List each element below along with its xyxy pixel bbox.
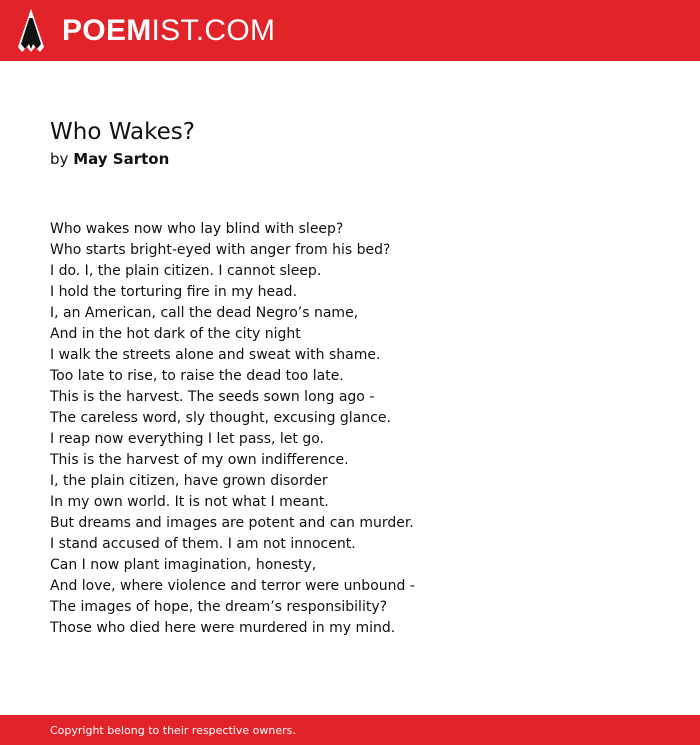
logo-light-text: IST.COM [151,14,276,47]
poem-line: This is the harvest. The seeds sown long ago - [50,389,375,405]
poem-line: Those who died here were murdered in my mind. [50,620,396,636]
poem-line: But dreams and images are potent and can murder. [50,515,414,531]
poem-title: Who Wakes? [50,119,195,145]
poem-line: I, an American, call the dead Negro’s name, [50,305,359,321]
poem-byline [50,149,169,169]
logo-bold-text: POEM [62,14,152,47]
copyright-text: Copyright belong to their respective owners. [50,724,296,737]
poem-line: I do. I, the plain citizen. I cannot sleep. [50,263,322,279]
poem-line: And in the hot dark of the city night [50,326,301,342]
poem-line: Who starts bright-eyed with anger from his bed? [50,242,391,258]
by-prefix: by [50,150,69,168]
site-header [0,0,700,61]
poem-body [50,219,415,639]
poem-line: I, the plain citizen, have grown disorder [50,473,328,489]
poem-line: In my own world. It is not what I meant. [50,494,329,510]
poem-line: Can I now plant imagination, honesty, [50,557,317,573]
poem-line: This is the harvest of my own indifference. [50,452,349,468]
poem-line: Who wakes now who lay blind with sleep? [50,221,344,237]
poem-line: And love, where violence and terror were unbound - [50,578,415,594]
poem-line: The careless word, sly thought, excusing glance. [50,410,391,426]
poem-line: I walk the streets alone and sweat with shame. [50,347,381,363]
poem-line: I stand accused of them. I am not innocent. [50,536,356,552]
site-footer [0,715,700,745]
poem-line: Too late to rise, to raise the dead too late. [50,368,344,384]
site-logo-link[interactable] [17,9,276,53]
poem-author: May Sarton [73,150,170,168]
poem-line: I hold the torturing fire in my head. [50,284,298,300]
poem-line: The images of hope, the dream’s responsibility? [50,599,388,615]
pencil-icon [17,9,45,53]
poem-line: I reap now everything I let pass, let go. [50,431,324,447]
site-logo-text [62,12,275,50]
